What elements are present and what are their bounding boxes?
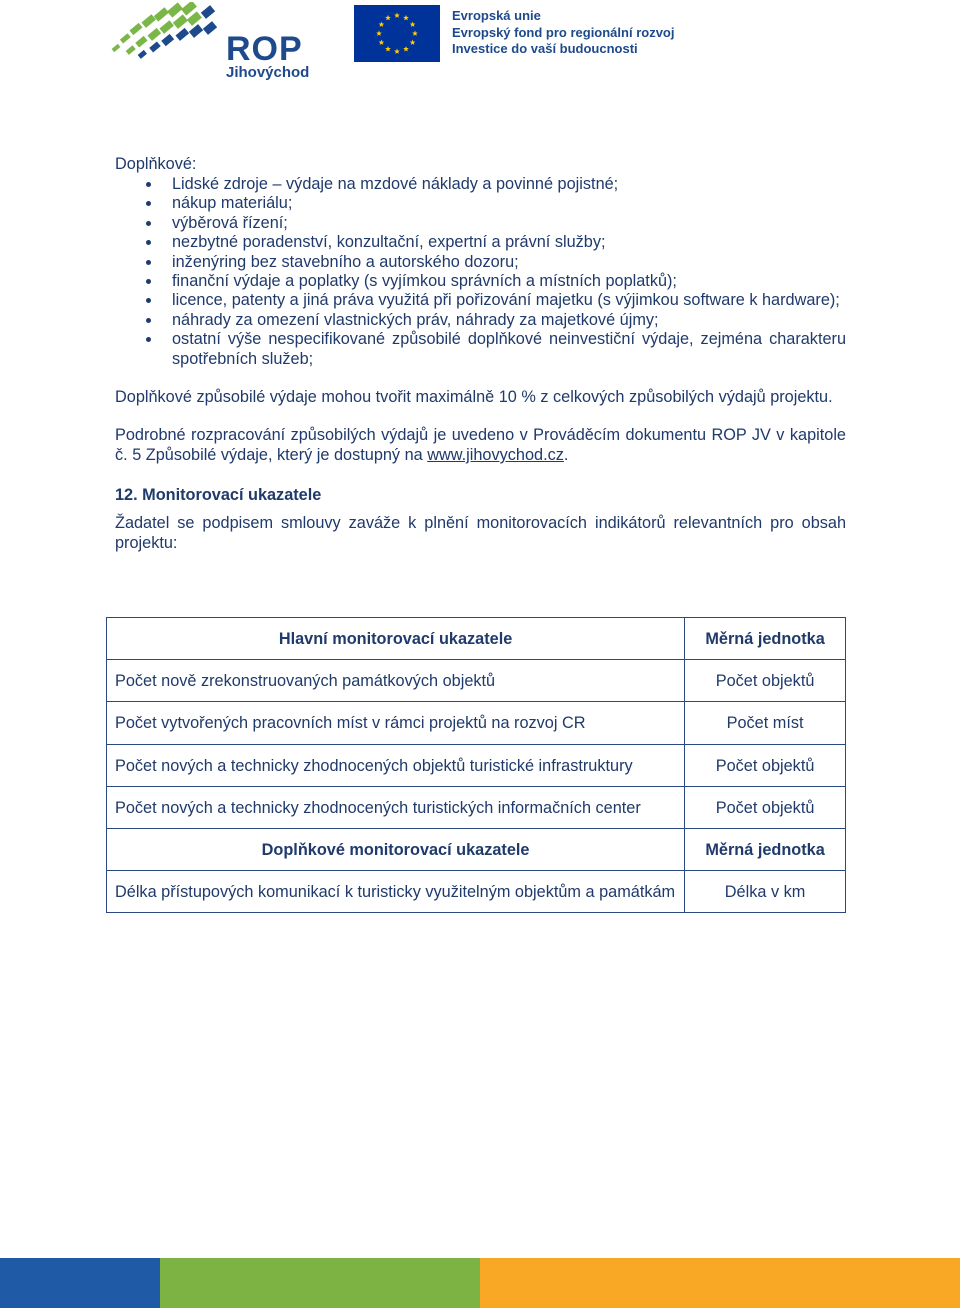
footer-bar-orange (480, 1258, 960, 1308)
list-item: nezbytné poradenství, konzultační, expertní a právní služby; (115, 233, 846, 252)
table-row (107, 787, 846, 829)
indicator-cell: Počet nových a technicky zhodnocených objektů turistické infrastruktury (107, 745, 685, 787)
extra-unit-header: Měrná jednotka (685, 829, 846, 871)
section-lead: Doplňkové: (115, 155, 197, 173)
indicator-cell: Počet vytvořených pracovních míst v rámci projektů na rozvoj CR (107, 702, 685, 745)
table-row (107, 702, 846, 745)
list-item: finanční výdaje a poplatky (s vyjímkou správních a místních poplatků); (115, 272, 846, 291)
indicators-table (106, 617, 846, 913)
unit-header: Měrná jednotka (685, 618, 846, 660)
rop-logo-title: ROP (226, 30, 303, 68)
footer-bar-green (160, 1258, 480, 1308)
list-item: Lidské zdroje – výdaje na mzdové náklady a povinné pojistné; (115, 175, 846, 194)
indicator-cell: Počet nově zrekonstruovaných památkových objektů (107, 660, 685, 702)
eu-line-3: Investice do vaší budoucnosti (452, 41, 638, 56)
list-item: licence, patenty a jiná práva využitá při pořizování majetku (s výjimkou software k hardware); (115, 291, 846, 310)
eu-line-1: Evropská unie (452, 8, 541, 23)
unit-cell: Počet objektů (685, 745, 846, 787)
section-heading: 12. Monitorovací ukazatele (115, 486, 322, 505)
list-item: ostatní výše nespecifikované způsobilé doplňkové neinvestiční výdaje, zejména charakteru spotřebních služeb; (115, 330, 846, 369)
indicator-cell: Délka přístupových komunikací k turisticky využitelným objektům a památkám (107, 871, 685, 913)
eu-line-2: Evropský fond pro regionální rozvoj (452, 24, 675, 40)
table-subheader-row (107, 829, 846, 871)
table-header-row (107, 618, 846, 660)
list-item: náhrady za omezení vlastnických práv, náhrady za majetkové újmy; (115, 311, 846, 330)
unit-cell: Počet míst (685, 702, 846, 745)
rop-logo-subtitle: Jihovýchod (226, 64, 310, 81)
eu-funding-text (452, 8, 674, 58)
table-row (107, 745, 846, 787)
page-header (0, 0, 960, 100)
table-row (107, 660, 846, 702)
list-item: inženýring bez stavebního a autorského dozoru; (115, 253, 846, 272)
section-intro: Žadatel se podpisem smlouvy zaváže k plnění monitorovacích indikátorů relevantních pro obsah projektu: (115, 514, 846, 553)
list-item: nákup materiálu; (115, 194, 846, 213)
table-row (107, 871, 846, 913)
paragraph-limit: Doplňkové způsobilé výdaje mohou tvořit maximálně 10 % z celkových způsobilých výdajů projektu. (115, 388, 833, 407)
main-indicators-header: Hlavní monitorovací ukazatele (107, 618, 685, 660)
list-item: výběrová řízení; (115, 214, 846, 233)
indicator-cell: Počet nových a technicky zhodnocených turistických informačních center (107, 787, 685, 829)
extra-indicators-header: Doplňkové monitorovací ukazatele (107, 829, 685, 871)
unit-cell: Počet objektů (685, 787, 846, 829)
footer-bar-blue (0, 1258, 160, 1308)
website-link[interactable]: www.jihovychod.cz (427, 446, 564, 465)
reference-end: . (563, 446, 569, 465)
unit-cell: Počet objektů (685, 660, 846, 702)
expense-list (115, 175, 846, 369)
unit-cell: Délka v km (685, 871, 846, 913)
reference-text: Podrobné rozpracování způsobilých výdajů je uvedeno v Prováděcím dokumentu ROP JV v kapitole č. 5 Způsobilé výdaje, který je dostupný na (115, 426, 846, 465)
document-body (115, 154, 846, 553)
paragraph-reference (115, 425, 846, 465)
footer-color-bar (0, 1258, 960, 1308)
eu-flag-icon (354, 5, 440, 62)
